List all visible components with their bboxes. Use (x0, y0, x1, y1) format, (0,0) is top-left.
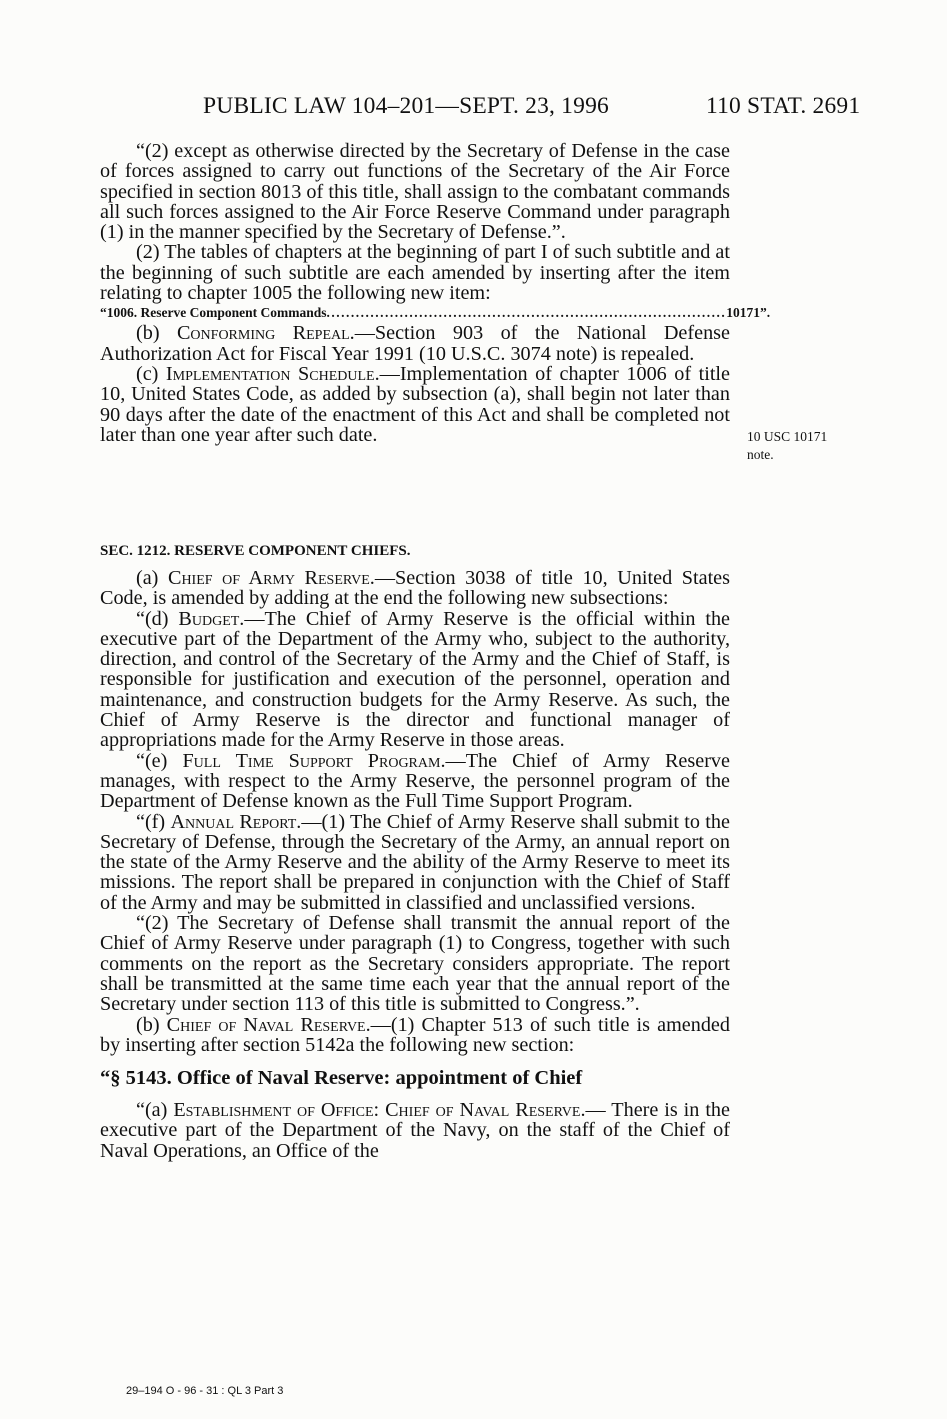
subsection-marker: “(a) (136, 1099, 174, 1122)
subsection-text: —Section 903 of the National Defense Authorization Act for Fiscal Year 1991 (10 U.S.C. 3074 note) is repealed. (100, 322, 730, 365)
subsection-heading: Annual Report. (170, 810, 302, 833)
subsection-marker: (c) (136, 362, 166, 385)
subsection-marker: “(e) (136, 749, 183, 772)
toc-entry-label: “1006. Reserve Component Commands (100, 305, 327, 321)
paragraph-annual-report-transmittal: “(2) The Secretary of Defense shall transmit the annual report of the Chief of Army Reserve under paragraph (1) to Congress, together with such comments on the report as the Secretary considers appropriate. The report shall be transmitted at the same time each year that the annual report of the Secretary under section 113 of this title is submitted to Congress.”. (100, 912, 730, 1016)
upper-text-block (100, 140, 771, 446)
margin-note-line: note. (747, 447, 774, 462)
subsection-marker: “(f) (136, 810, 171, 833)
section-heading: SEC. 1212. RESERVE COMPONENT CHIEFS. (100, 543, 411, 559)
subsection-heading: Budget. (178, 607, 245, 630)
subsection-heading: Implementation Schedule. (165, 362, 380, 385)
subsection-heading: Chief of Naval Reserve. (166, 1013, 371, 1036)
subsection-heading: Establishment of Office: Chief of Naval Reserve. (173, 1099, 586, 1122)
toc-entry-page: 10171”. (726, 305, 771, 321)
section-1212-block (100, 541, 730, 1161)
running-header-right: 110 STAT. 2691 (706, 93, 861, 119)
subsection-marker: (a) (136, 567, 168, 589)
table-of-chapters-entry (100, 303, 771, 323)
paragraph-continuation: “(2) except as otherwise directed by the Secretary of Defense in the case of forces assigned to carry out functions of the Secretary of the Air Force specified in section 8013 of this title, shall assign to the combatant commands all such forces assigned to the Air Force Reserve Command under paragraph (1) in the manner specified by the Secretary of Defense.”. (100, 140, 730, 244)
subsection-text: —Section 3038 of title 10, United States Code, is amended by adding at the end the following new subsections: (100, 567, 730, 610)
paragraph-annual-report (100, 812, 730, 913)
margin-note (747, 428, 827, 464)
running-header-left: PUBLIC LAW 104–201—SEPT. 23, 1996 (203, 93, 609, 119)
subsection-marker: (b) (136, 322, 177, 345)
subsection-marker: “(d) (136, 607, 179, 630)
code-section-title: “§ 5143. Office of Naval Reserve: appointment of Chief (100, 1067, 583, 1090)
paragraph-table-of-chapters: (2) The tables of chapters at the beginning of part I of such subtitle and at the beginning of such subtitle are each amended by inserting after the item relating to chapter 1005 the following new item: (100, 241, 730, 305)
subsection-heading: Chief of Army Reserve. (167, 567, 375, 589)
paragraph-establishment-of-office (100, 1100, 730, 1161)
toc-leader-dots: .................................................................................. (326, 305, 727, 321)
margin-note-line: 10 USC 10171 (747, 429, 828, 444)
subsection-heading: Full Time Support Program. (182, 749, 446, 772)
subsection-marker: (b) (136, 1013, 167, 1036)
subsection-text: —The Chief of Army Reserve is the official within the executive part of the Department of the Army who, subject to the authority, direction, and control of the Secretary of the Army and the Chief of Staff, is responsible for justification and execution of the personnel, operation and maintenance, and construction budgets for the Army Reserve. As such, the Chief of Army Reserve is the director and functional manager of appropriations made for the Army Reserve in those areas. (100, 607, 731, 752)
subsection-text: —Implementation of chapter 1006 of title 10, United States Code, as added by subsection (a), shall begin not later than 90 days after the date of the enactment of this Act and shall be completed not later than one year after such date. (100, 362, 731, 446)
paragraph-chief-naval-reserve (100, 1015, 730, 1056)
subsection-heading: Conforming Repeal. (176, 322, 355, 345)
paragraph-implementation-schedule (100, 364, 730, 445)
paragraph-budget (100, 609, 730, 751)
paragraph-full-time-support (100, 751, 730, 812)
subsection-text: —(1) Chapter 513 of such title is amended by inserting after section 5142a the following new section: (100, 1013, 730, 1056)
paragraph-chief-army-reserve (100, 568, 730, 609)
subsection-text: —The Chief of Army Reserve manages, with respect to the Army Reserve, the personnel program of the Department of Defense known as the Full Time Support Program. (100, 749, 730, 813)
subsection-text: — There is in the executive part of the Department of the Navy, on the staff of the Chief of Naval Operations, an Office of the (100, 1099, 730, 1162)
paragraph-conforming-repeal (100, 323, 730, 364)
subsection-text: —(1) The Chief of Army Reserve shall submit to the Secretary of Defense, through the Secretary of the Army, an annual report on the state of the Army Reserve and the ability of the Army Reserve to meet its missions. The report shall be prepared in conjunction with the Chief of Staff of the Army and may be submitted in classified and unclassified versions. (100, 810, 730, 914)
print-footer: 29–194 O - 96 - 31 : QL 3 Part 3 (126, 1385, 284, 1397)
